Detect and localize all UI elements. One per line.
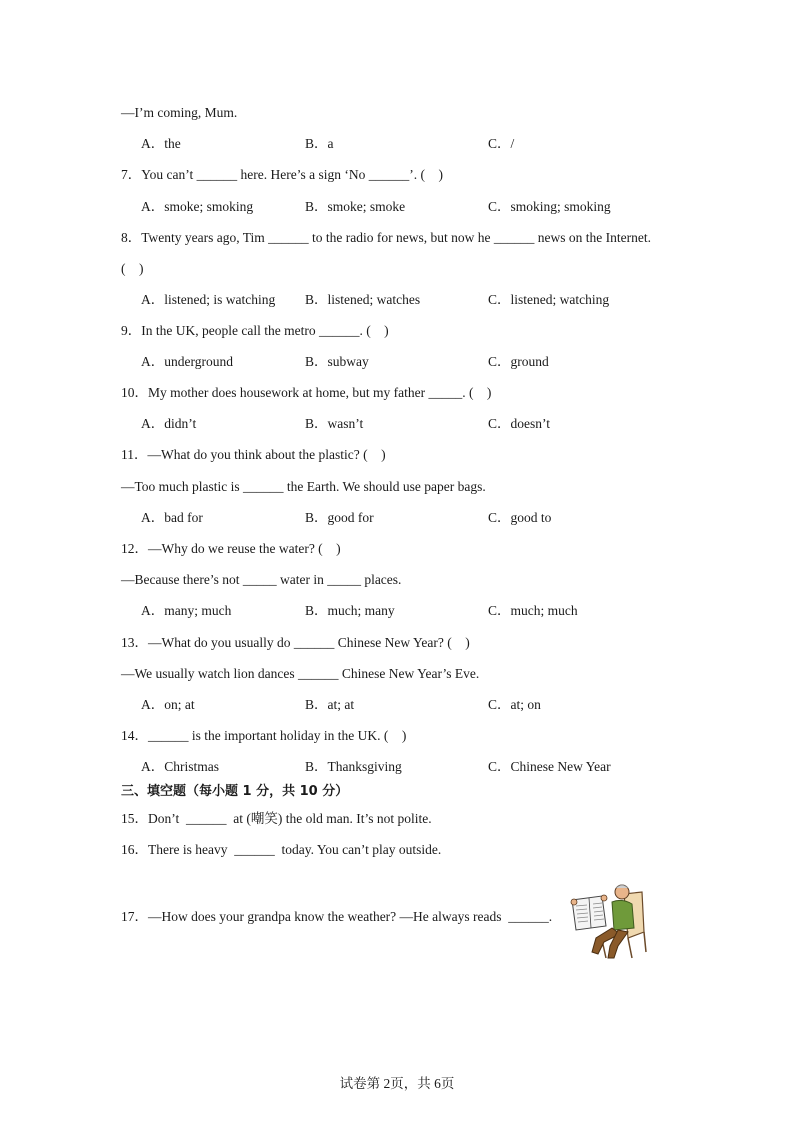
q8-option-c: C．listened; watching [488, 292, 610, 307]
q12-option-c: C．much; much [488, 603, 578, 618]
q14-option-a: A．Christmas [141, 759, 220, 774]
q11-option-c: C．good to [488, 510, 552, 525]
q10-option-a: A．didn’t [141, 416, 197, 431]
q13-reply: —We usually watch lion dances ______ Chinese New Year’s Eve. [121, 666, 480, 681]
q8-option-b: B．listened; watches [305, 292, 421, 307]
q7-option-b: B．smoke; smoke [305, 199, 406, 214]
q17-stem: 17．—How does your grandpa know the weather? —He always reads ______. [121, 909, 553, 924]
q8-option-a: A．listened; is watching [141, 292, 276, 307]
q10-option-c: C．doesn’t [488, 416, 551, 431]
q13-option-c: C．at; on [488, 697, 541, 712]
q6-option-a: A．the [141, 136, 181, 151]
section-3-title: 三、填空题（每小题 1 分，共 10 分） [121, 784, 349, 799]
q14-option-b: B．Thanksgiving [305, 759, 402, 774]
q6-reply: —I’m coming, Mum. [121, 105, 238, 120]
q10-stem: 10．My mother does housework at home, but my father _____. ( ) [121, 385, 492, 400]
q11-option-a: A．bad for [141, 510, 203, 525]
q9-stem: 9．In the UK, people call the metro ______. ( ) [121, 323, 389, 338]
q11-stem: 11．—What do you think about the plastic? ( ) [121, 447, 386, 462]
q12-stem: 12．—Why do we reuse the water? ( ) [121, 541, 341, 556]
q11-reply: —Too much plastic is ______ the Earth. We should use paper bags. [121, 479, 486, 494]
q8-paren: ( ) [121, 261, 144, 276]
q14-stem: 14．______ is the important holiday in the UK. ( ) [121, 728, 407, 743]
q14-option-c: C．Chinese New Year [488, 759, 611, 774]
q13-option-b: B．at; at [305, 697, 355, 712]
q9-option-a: A．underground [141, 354, 233, 369]
q9-option-b: B．subway [305, 354, 369, 369]
q16-stem: 16．There is heavy ______ today. You can’t play outside. [121, 842, 442, 857]
q10-option-b: B．wasn’t [305, 416, 364, 431]
page-footer: 试卷第 2页，共 6页 [339, 1076, 455, 1091]
q15-stem: 15．Don’t ______ at (嘲笑) the old man. It’s not polite. [121, 811, 432, 826]
q7-option-a: A．smoke; smoking [141, 199, 254, 214]
q6-option-c: C．/ [488, 136, 515, 151]
q8-stem: 8．Twenty years ago, Tim ______ to the radio for news, but now he ______ news on the Internet. [121, 230, 651, 245]
q13-stem: 13．—What do you usually do ______ Chinese New Year? ( ) [121, 635, 470, 650]
q7-stem: 7．You can’t ______ here. Here’s a sign ‘No ______’. ( ) [121, 167, 443, 182]
q12-option-b: B．much; many [305, 603, 395, 618]
q13-option-a: A．on; at [141, 697, 195, 712]
q11-option-b: B．good for [305, 510, 374, 525]
q7-option-c: C．smoking; smoking [488, 199, 611, 214]
q6-option-b: B．a [305, 136, 334, 151]
q9-option-c: C．ground [488, 354, 549, 369]
q12-option-a: A．many; much [141, 603, 232, 618]
man-reading-newspaper-icon [562, 880, 652, 960]
q12-reply: —Because there’s not _____ water in _____ places. [121, 572, 402, 587]
